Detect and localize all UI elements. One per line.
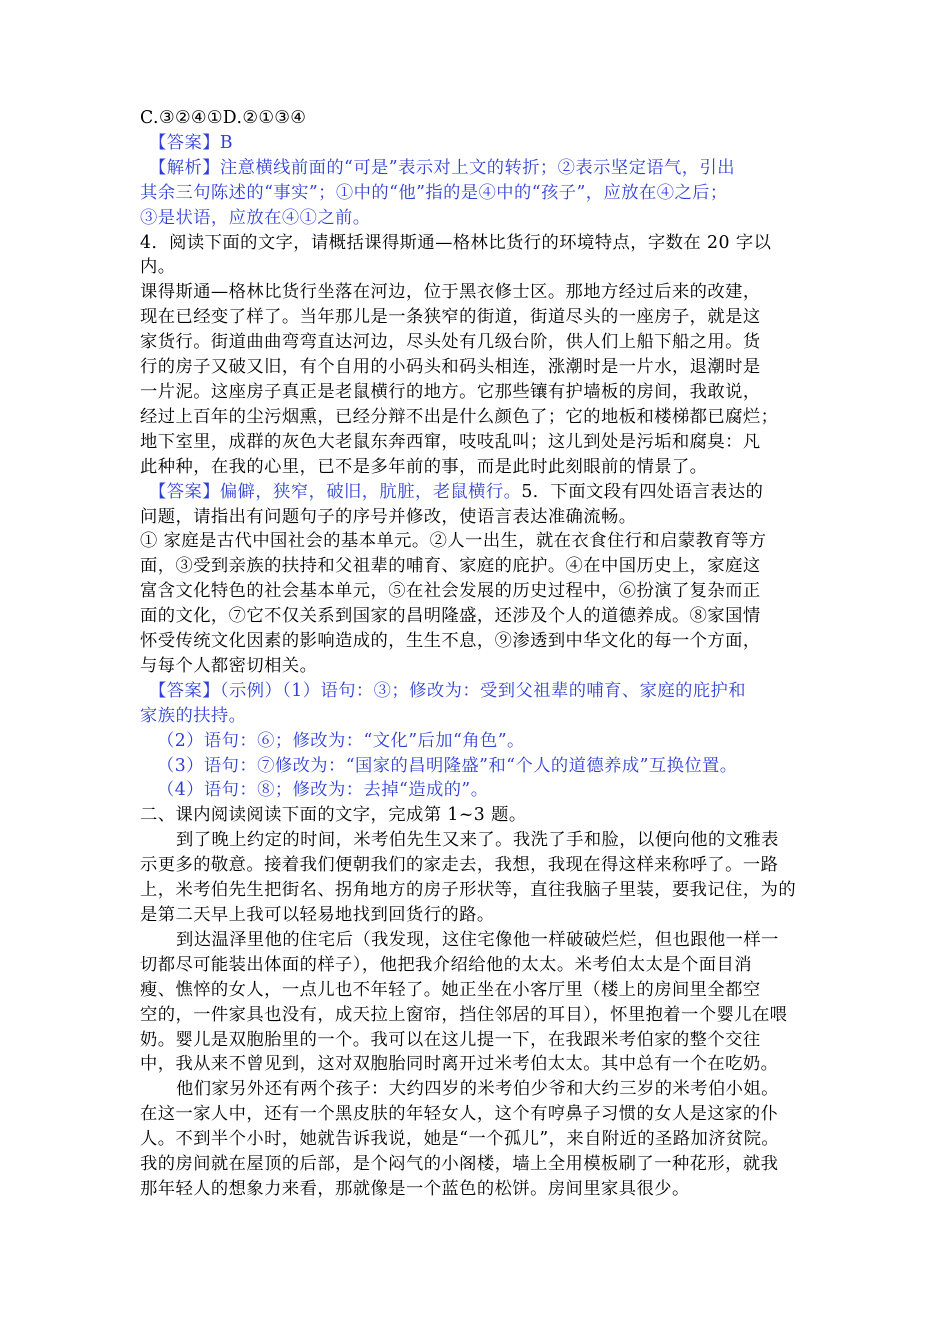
text-line	[140, 928, 820, 953]
text-line-content: 家货行。街道曲曲弯弯直达河边，尽头处有几级台阶，供人们上船下船之用。货	[140, 332, 761, 353]
text-line	[140, 704, 820, 729]
text-line	[140, 828, 820, 853]
text-line-content: 行的房子又破又旧，有个自用的小码头和码头相连，涨潮时是一片水，退潮时是	[140, 357, 761, 378]
text-line	[140, 579, 820, 604]
text-line	[140, 953, 820, 978]
text-line-content: 到了晚上约定的时间，米考伯先生又来了。我洗了手和脸，以便向他的文雅表	[176, 830, 779, 851]
text-line-content: 奶。婴儿是双胞胎里的一个。我可以在这儿提一下，在我跟米考伯家的整个交往	[140, 1029, 761, 1050]
text-line	[140, 853, 820, 878]
text-line	[140, 255, 820, 280]
text-line	[140, 1127, 820, 1152]
text-line-content: 二、课内阅读阅读下面的文字，完成第 1~3 题。	[140, 805, 527, 826]
text-line	[140, 156, 820, 181]
text-line	[140, 405, 820, 430]
text-line	[140, 978, 820, 1003]
text-line-content: 切都尽可能装出体面的样子），他把我介绍给他的太太。米考伯太太是个面目消	[140, 954, 752, 975]
text-line	[140, 878, 820, 903]
text-line	[140, 754, 820, 779]
text-line	[140, 654, 820, 679]
text-line-content: 在这一家人中，还有一个黑皮肤的年轻女人，这个有哼鼻子习惯的女人是这家的仆	[140, 1104, 779, 1125]
text-line-content: 空的，一件家具也没有，成天拉上窗帘，挡住邻居的耳目），怀里抱着一个婴儿在喂	[140, 1004, 788, 1025]
text-line-content: 那年轻人的想象力来看，那就像是一个蓝色的松饼。房间里家具很少。	[140, 1178, 690, 1199]
text-line-content: 内。	[140, 257, 176, 278]
text-line	[140, 206, 820, 231]
text-line	[140, 903, 820, 928]
text-line	[140, 480, 820, 505]
text-line-content: 富含文化特色的社会基本单元，⑤在社会发展的历史过程中，⑥扮演了复杂而正	[140, 581, 761, 602]
text-line-content: 家族的扶持。	[140, 705, 247, 726]
text-line-content: （4）语句：⑧；修改为：去掉“造成的”。	[157, 780, 489, 801]
text-line-content: 面，③受到亲族的扶持和父祖辈的哺育、家庭的庇护。④在中国历史上，家庭这	[140, 556, 761, 577]
text-line-content: 到达温泽里他的住宅后（我发现，这住宅像他一样破破烂烂，但也跟他一样一	[176, 929, 779, 950]
text-line-content: 人。不到半个小时，她就告诉我说，她是“一个孤儿”，来自附近的圣路加济贫院。	[140, 1129, 780, 1150]
text-line	[140, 629, 820, 654]
text-line	[140, 131, 820, 156]
text-line	[140, 1052, 820, 1077]
text-line	[140, 380, 820, 405]
text-line	[140, 1102, 820, 1127]
text-line	[140, 729, 820, 754]
text-line-content: 现在已经变了样了。当年那儿是一条狭窄的街道，街道尽头的一座房子，就是这	[140, 307, 761, 328]
text-line-content: 与每个人都密切相关。	[140, 655, 318, 676]
text-line	[140, 679, 820, 704]
text-line	[140, 181, 820, 206]
text-line	[140, 1003, 820, 1028]
text-line	[140, 231, 820, 256]
text-line-tail: 5．下面文段有四处语言表达的	[521, 481, 764, 502]
text-line-content: ① 家庭是古代中国社会的基本单元。②人一出生，就在衣食住行和启蒙教育等方	[140, 531, 767, 552]
text-line-content: 4．阅读下面的文字，请概括课得斯通—格林比货行的环境特点，字数在 20 字以	[140, 232, 772, 253]
text-line-content: 【解析】注意横线前面的“可是”表示对上文的转折；②表示坚定语气，引出	[149, 157, 735, 178]
text-line	[140, 604, 820, 629]
text-line-content: 是第二天早上我可以轻易地找到回货行的路。	[140, 905, 495, 925]
text-line	[140, 1177, 820, 1202]
text-line-content: 一片泥。这座房子真正是老鼠横行的地方。它那些镶有护墙板的房间，我敢说，	[140, 381, 761, 402]
text-line-content: 经过上百年的尘污烟熏，已经分辩不出是什么颜色了；它的地板和楼梯都已腐烂；	[140, 406, 779, 427]
text-line	[140, 330, 820, 355]
text-line-content: 此种种，在我的心里，已不是多年前的事，而是此时此刻眼前的情景了。	[140, 456, 708, 477]
text-line	[140, 1028, 820, 1053]
text-line-content: 瘦、憔悴的女人，一点儿也不年轻了。她正坐在小客厅里（楼上的房间里全都空	[140, 979, 761, 1000]
text-line-content: 地下室里，成群的灰色大老鼠东奔西窜，吱吱乱叫；这儿到处是污垢和腐臭：凡	[140, 431, 761, 452]
text-line-content: 问题，请指出有问题句子的序号并修改，使语言表达准确流畅。	[140, 506, 637, 527]
text-line	[140, 505, 820, 530]
text-line	[140, 778, 820, 803]
text-line-content: 怀受传统文化因素的影响造成的，生生不息，⑨渗透到中华文化的每一个方面，	[140, 631, 761, 652]
text-line	[140, 305, 820, 330]
text-line	[140, 554, 820, 579]
text-line-content: C.③②④①D.②①③④	[140, 108, 307, 128]
text-line-content: （3）语句：⑦修改为：“国家的昌明隆盛”和“个人的道德养成”互换位置。	[157, 755, 738, 776]
text-line-content: 他们家另外还有两个孩子：大约四岁的米考伯少爷和大约三岁的米考伯小姐。	[176, 1079, 779, 1100]
text-line-content: 中，我从来不曾见到，这对双胞胎同时离开过米考伯太太。其中总有一个在吃奶。	[140, 1054, 779, 1075]
text-line	[140, 529, 820, 554]
text-line	[140, 106, 820, 131]
text-line-content: 示更多的敬意。接着我们便朝我们的家走去，我想，我现在得这样来称呼了。一路	[140, 855, 779, 876]
text-line-content: 我的房间就在屋顶的后部，是个闷气的小阁楼，墙上全用模板刷了一种花形，就我	[140, 1154, 779, 1175]
document-page	[140, 106, 820, 1202]
text-line	[140, 430, 820, 455]
text-line-content: 面的文化，⑦它不仅关系到国家的昌明隆盛，还涉及个人的道德养成。⑧家国情	[140, 606, 761, 627]
text-line	[140, 280, 820, 305]
text-line-content: 【答案】B	[149, 132, 234, 153]
text-line-content: 【答案】（示例）（1）语句：③；修改为：受到父祖辈的哺育、家庭的庇护和	[149, 680, 747, 701]
text-line	[140, 355, 820, 380]
text-line-content: ③是状语，应放在④①之前。	[140, 207, 371, 228]
text-line-content: 上，米考伯先生把街名、拐角地方的房子形状等，直往我脑子里装，要我记住，为的	[140, 880, 797, 901]
text-line-content: 【答案】偏僻，狭窄，破旧，肮脏，老鼠横行。	[149, 481, 522, 502]
text-line	[140, 1152, 820, 1177]
text-line-content: （2）语句：⑥；修改为：“文化”后加“角色”。	[157, 730, 525, 751]
text-line	[140, 455, 820, 480]
text-line-content: 其余三句陈述的“事实”；①中的“他”指的是④中的“孩子”，应放在④之后；	[140, 182, 728, 203]
text-line	[140, 803, 820, 828]
text-line	[140, 1077, 820, 1102]
text-line-content: 课得斯通—格林比货行坐落在河边，位于黑衣修士区。那地方经过后来的改建，	[140, 282, 761, 303]
